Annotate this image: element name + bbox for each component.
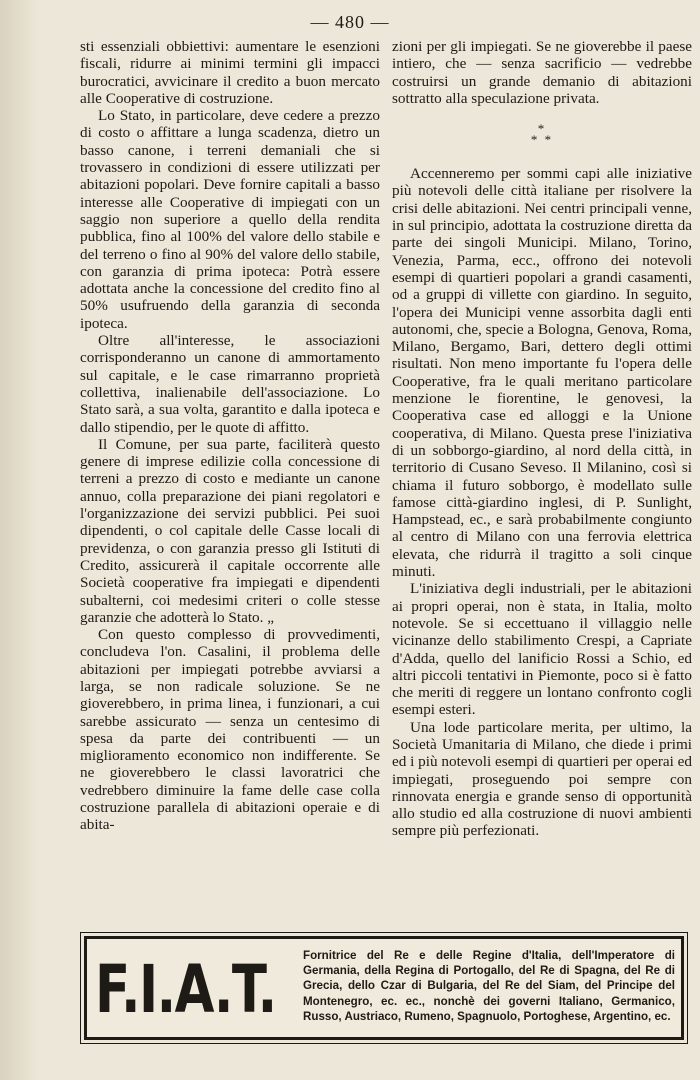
page-margin-shadow bbox=[0, 0, 40, 1080]
left-paragraph-2: Lo Stato, in particolare, deve cedere a prezzo di costo o affittare a lunga scadenza, dietro un basso canone, i terreni demaniali che si trovassero in condizioni di essere utilizzati per abitazioni popolari. Deve fornire capitali a basso interesse alle Cooperative di impiegati con un saggio non superiore a quello della rendita pubblica, fino al 100% del valore dello stabile e del terreno o fino al 90% del valore dello stabile, con garanzia di prima ipoteca: Potrà essere adottata anche la concessione del credito fino al 50% usufruendo della garanzia di seconda ipoteca. bbox=[80, 107, 380, 332]
asterism-top: * bbox=[537, 121, 547, 137]
right-column bbox=[392, 38, 692, 840]
left-paragraph-5: Con questo complesso di provvedimenti, concludeva l'on. Casalini, il problema delle abitazioni per impiegati potrebbe avviarsi a larga, se non radicale soluzione. Se ne gioverebbero, in prima linea, i funzionari, a cui sarebbe assicurato — senza un centesimo di spesa da parte dei contribuenti — un miglioramento economico non indifferente. Se ne gioverebbero le classi lavoratrici che vedrebbero diminuire la fame delle case colla costruzione parallela di abitazioni operaie e di abita- bbox=[80, 626, 380, 834]
section-asterism bbox=[392, 121, 692, 148]
left-paragraph-1: sti essenziali obbiettivi: aumentare le esenzioni fiscali, ridurre ai minimi termini gli impacci burocratici, avvicinare il credito a buon mercato alle Cooperative di costruzione. bbox=[80, 38, 380, 107]
left-paragraph-3: Oltre all'interesse, le associazioni corrisponderanno un canone di ammortamento sul capitale, e le case rimarranno proprietà collettiva, inalienabile dell'associazione. Lo Stato sarà, a sua volta, garantito e dalla ipoteca e dallo stipendio, per le quote di affitto. bbox=[80, 332, 380, 436]
left-column bbox=[80, 38, 380, 834]
right-paragraph-2: L'iniziativa degli industriali, per le abitazioni ai propri operai, non è stata, in Italia, molto notevole. Se si eccettuano il villaggio nelle vicinanze dello stabilimento Crespi, a Capriate d'Adda, quello del lanificio Rossi a Schio, ed altri piccoli tentativi in Piemonte, poco si è fatto che meriti di reggere un lontano confronto cogli esempi esteri. bbox=[392, 580, 692, 719]
fiat-logo: F.I.A.T. bbox=[95, 951, 276, 1028]
right-top-paragraph: zioni per gli impiegati. Se ne gioverebbe il paese intiero, che — senza sacrificio — vedrebbe costruirsi un grande demanio di abitazioni sottratto alla speculazione privata. bbox=[392, 38, 692, 107]
asterism-bottom: * * bbox=[530, 132, 554, 148]
right-paragraph-1: Accenneremo per sommi capi alle iniziative più notevoli delle città italiane per risolvere la crisi delle abitazioni. Nei centri principali venne, in sul principio, adottata la costruzione diretta da parte dei singoli Municipi. Milano, Torino, Venezia, Parma, ecc., offrono dei notevoli esempi di quartieri popolari a grandi casamenti, od a gruppi di villette con giardino. In seguito, l'opera dei Municipi venne assorbita dagli enti autonomi, che, specie a Bologna, Genova, Roma, Milano, Bergamo, Bari, dettero degli ottimi risultati. Non meno importante fu l'opera delle Cooperative, fra le quali meritano particolare menzione le fiorentine, le genovesi, la Cooperativa case ed alloggi e la Unione cooperativa, di Milano. Questa prese l'iniziativa di un sobborgo-giardino, al nord della città, in territorio di Cusano Seveso. Il Milanino, così si chiama il futuro sobborgo, è modellato sulle famose città-giardino inglesi, di P. Sunlight, Hampstead, ec., e sarà probabilmente congiunto al centro di Milano con una ferrovia elettrica elevata, che ridurrà il tragitto a soli cinque minuti. bbox=[392, 165, 692, 581]
left-paragraph-4: Il Comune, per sua parte, faciliterà questo genere di imprese edilizie colla concessione di terreni a prezzo di costo e mediante un canone annuo, colla preparazione dei piani regolatori e l'organizzazione dei servizi pubblici. Pei suoi dipendenti, o col capitale delle Casse locali di previdenza, o con garanzia presso gli Istituti di Credito, assicurerà il capitale occorrente alle Società cooperative fra impiegati e dipendenti subalterni, coi medesimi criteri o colle stesse garanzie che adotterà lo Stato. „ bbox=[80, 435, 380, 626]
page-number: — 480 — bbox=[310, 12, 390, 32]
advertisement-text: Fornitrice del Re e delle Regine d'Italia, dell'Imperatore di Germania, della Regina di Portogallo, del Re di Spagna, del Re di Grecia, dello Czar di Bulgaria, del Re del Siam, del Principe del Montenegro, ec. ec., nonchè dei governi Italiano, Germanico, Russo, Austriaco, Rumeno, Spagnuolo, Portoghese, Argentino, ec. bbox=[303, 949, 675, 1023]
fiat-advertisement bbox=[84, 936, 684, 1040]
right-paragraph-3: Una lode particolare merita, per ultimo, la Società Umanitaria di Milano, che diede i primi ed i più notevoli esempi di quartieri per operai ed impiegati, proseguendo poi sempre con rinnovata energia e grande senso di opportunità allo studio ed alla costruzione di nuovi ambienti sempre più perfezionati. bbox=[392, 718, 692, 840]
